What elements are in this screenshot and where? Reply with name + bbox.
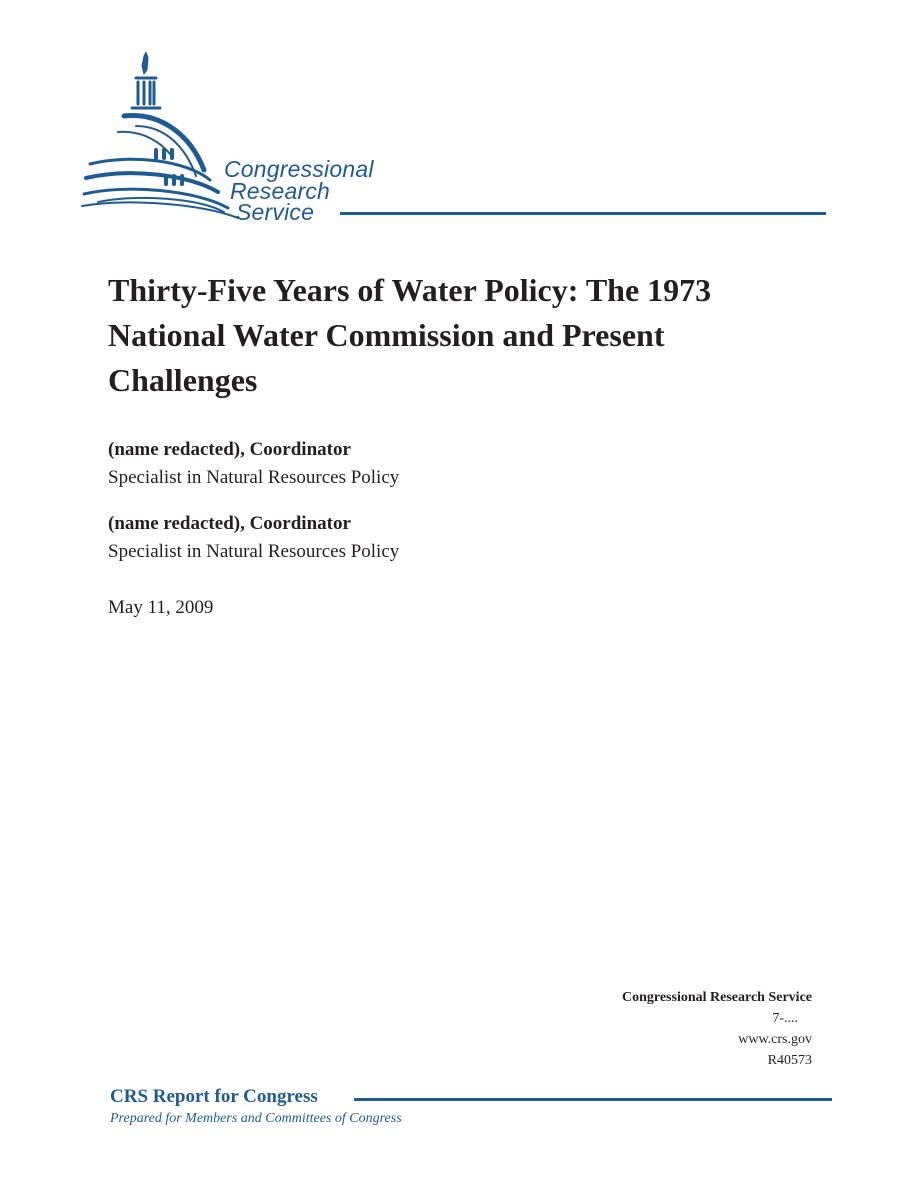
logo-text-line-2: Research [230,178,331,204]
report-date: May 11, 2009 [108,597,214,618]
crs-logo [78,52,838,227]
author-2-role: Specialist in Natural Resources Policy [108,541,400,562]
website-link[interactable]: www.crs.gov [738,1032,812,1047]
report-title: Thirty-Five Years of Water Policy: The 1973 National Water Commission and Present Challenges [108,272,712,398]
logo-text-line-1: Congressional [224,156,374,182]
footer-title: CRS Report for Congress [110,1086,318,1107]
capitol-dome-icon [78,52,248,227]
footer-subtitle: Prepared for Members and Committees of Congress [110,1111,402,1126]
logo-divider [340,212,826,215]
report-number: 7-.... [772,1011,798,1026]
report-id: R40573 [767,1053,812,1068]
author-2-name: (name redacted), Coordinator [108,513,351,534]
publisher-block [622,988,812,1071]
publisher-org: Congressional Research Service [621,990,812,1005]
logo-text-line-3: Service [236,199,315,225]
author-1-role: Specialist in Natural Resources Policy [108,467,400,488]
author-1-name: (name redacted), Coordinator [108,439,351,460]
footer-divider [354,1098,832,1101]
